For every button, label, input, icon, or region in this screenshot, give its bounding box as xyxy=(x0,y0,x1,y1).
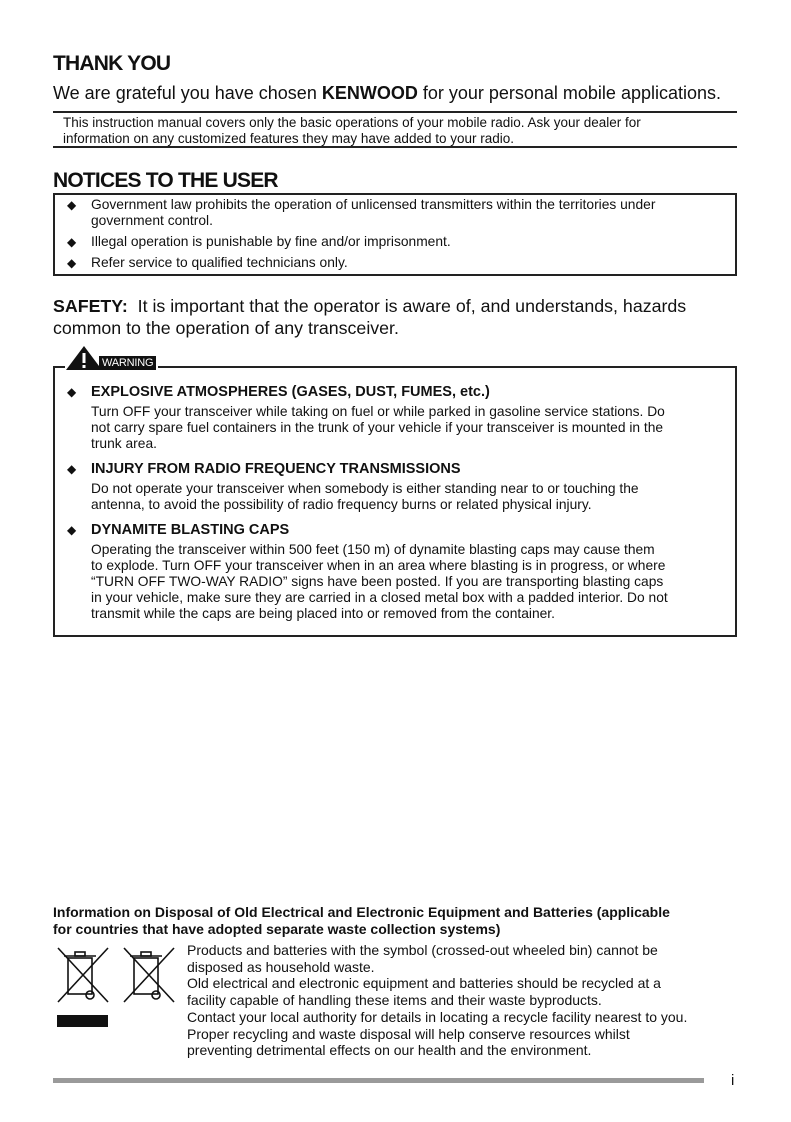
diamond-bullet-icon: ◆ xyxy=(67,523,77,537)
warning-label: WARNING xyxy=(99,356,156,370)
diamond-bullet-icon: ◆ xyxy=(67,235,77,249)
disposal-heading: Information on Disposal of Old Electrical and Electronic Equipment and Batteries (applicable for countries that have adopted separate waste collection systems) xyxy=(53,904,670,937)
notice-item: ◆ Refer service to qualified technicians only. xyxy=(67,255,348,270)
notice-item: ◆ Government law prohibits the operation of unlicensed transmitters within the territories under government control. xyxy=(67,197,656,228)
diamond-bullet-icon: ◆ xyxy=(67,462,77,476)
warning-section: ◆ DYNAMITE BLASTING CAPS Operating the transceiver within 500 feet (150 m) of dynamite blasting caps may cause them to explode. Turn OFF your transceiver when in an area where blasting is in progress, or where “TURN OFF TWO-WAY RADIO” signs have been posted. If you are transporting blasting caps in your vehicle, make sure they are carried in a closed metal box with a padded interior. Do not transmit while the caps are being placed into or removed from the container. xyxy=(67,522,668,621)
disposal-text: Products and batteries with the symbol (crossed-out wheeled bin) cannot be disposed as household waste. Old electrical and electronic equipment and batteries should be recycled at a facility capable of handling these items and their waste byproducts. Contact your local authority for details in locating a recycle facility nearest to you. Proper recycling and waste disposal will help conserve resources whilst preventing detrimental effects on our health and the environment. xyxy=(187,942,688,1059)
bin-symbol-bar xyxy=(57,1015,108,1027)
notices-heading: NOTICES TO THE USER xyxy=(53,169,278,192)
note-line: This instruction manual covers only the basic operations of your mobile radio. Ask your dealer for xyxy=(63,115,641,130)
diamond-bullet-icon: ◆ xyxy=(67,385,77,399)
safety-statement: SAFETY: It is important that the operator is aware of, and understands, hazards common to the operation of any transceiver. xyxy=(53,296,687,338)
warning-section: ◆ INJURY FROM RADIO FREQUENCY TRANSMISSIONS Do not operate your transceiver when somebody is either standing near to or touching the antenna, to avoid the possibility of radio frequency burns or related physical injury. xyxy=(67,461,639,512)
thank-you-heading: THANK YOU xyxy=(53,52,171,75)
note-line: information on any customized features they may have added to your radio. xyxy=(63,131,515,146)
notices-box xyxy=(53,193,737,276)
notice-item: ◆ Illegal operation is punishable by fine and/or imprisonment. xyxy=(67,234,451,249)
brand-name: KENWOOD xyxy=(321,83,418,103)
warning-box xyxy=(53,366,737,637)
crossed-out-bin-icon xyxy=(120,944,178,1006)
diamond-bullet-icon: ◆ xyxy=(67,198,77,212)
thank-you-intro: We are grateful you have chosen KENWOOD for your personal mobile applications. xyxy=(53,83,722,103)
crossed-out-bin-icon xyxy=(54,944,112,1006)
warning-triangle-icon xyxy=(65,345,103,371)
page-number: i xyxy=(731,1072,735,1089)
footer-rule xyxy=(53,1078,704,1083)
manual-scope-note xyxy=(53,111,737,148)
warning-badge xyxy=(65,345,158,371)
safety-label: SAFETY: xyxy=(53,296,128,316)
warning-section: ◆ EXPLOSIVE ATMOSPHERES (GASES, DUST, FUMES, etc.) Turn OFF your transceiver while taking on fuel or while parked in gasoline service stations. Do not carry spare fuel containers in the trunk of your vehicle if your transceiver is mounted in the trunk area. xyxy=(67,384,665,451)
diamond-bullet-icon: ◆ xyxy=(67,256,77,270)
